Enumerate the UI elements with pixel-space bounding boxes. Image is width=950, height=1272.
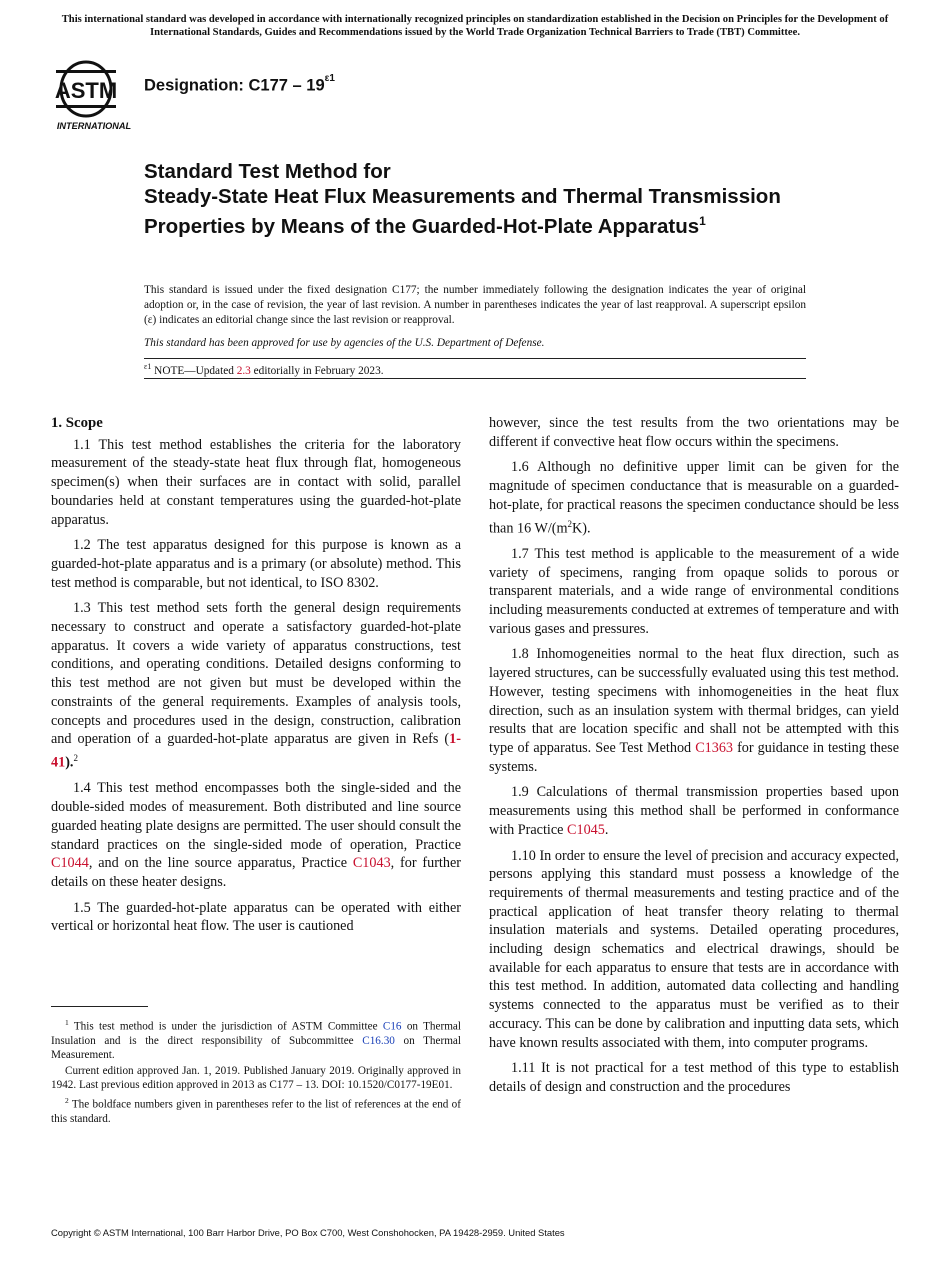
- reference-link-1-41[interactable]: 1-41: [51, 731, 461, 771]
- section-heading-scope: 1. Scope: [51, 415, 103, 431]
- link-c1044[interactable]: C1044: [51, 855, 89, 872]
- designation-label: Designation: C177 – 19: [144, 76, 325, 95]
- paragraph-1-7: 1.7 This test method is applicable to the measurement of a wide variety of specimens, ranging from opaque solids to porous or transparent materials, and a wide range of environmental conditions including measurements conducted at extremes of temperature and with various gases and pressures.: [489, 545, 899, 637]
- divider: [144, 358, 806, 359]
- footnote-mark-2: 2: [73, 752, 78, 763]
- note-link-2-3[interactable]: 2.3: [236, 364, 251, 377]
- logo-main-text: ASTM: [54, 78, 118, 103]
- paragraph-1-1: 1.1 This test method establishes the criteria for the laboratory measurement of the steady-state heat flux through flat, homogeneous specimen(s) when their surfaces are in contact with solid, parallel boundaries held at constant temperatures using the guarded-hot-plate apparatus.: [51, 436, 461, 528]
- designation-superscript: ε1: [324, 73, 335, 84]
- footnote-1: $^1$ This test method is under the jurisdiction of ASTM Committee C16 on Thermal Insulation and is the direct responsibility of Subcommittee C16.30 on Thermal Measurement.: [51, 1018, 461, 1061]
- paragraph-1-4: 1.4 This test method encompasses both the single-sided and the double-sided modes of measurement. Both distributed and line source guarded heating plate designs are permitted. The user should consult the standard practices on the single-sided mode of operation, Practice C1044, and on the line source apparatus, Practice C1043, for further details on these heater designs.: [51, 780, 461, 890]
- paragraph-1-5-start: 1.5 The guarded-hot-plate apparatus can be operated with either vertical or horizontal heat flow. The user is cautioned: [51, 899, 461, 935]
- footnotes: [51, 1016, 461, 1128]
- editorial-note: $^{\varepsilon 1}$ NOTE—Updated 2.3 editorially in February 2023.: [144, 362, 384, 377]
- issued-text: This standard is issued under the fixed designation C177; the number immediately following the designation indicates the year of original adoption or, in the case of revision, the year of last revision. A number in parentheses indicates the year of last reapproval. A superscript epsilon (ε) indicates an editorial change since the last revision or reapproval.: [144, 284, 806, 326]
- paragraph-1-3: 1.3 This test method sets forth the general design requirements necessary to construct and operate a satisfactory guarded-hot-plate apparatus. It covers a wide variety of apparatus constructions, test conditions, and operating conditions. Detailed designs conforming to this test method are not given but must be developed within the constraints of the general requirements. Examples of analysis tools, concepts and procedures used in the design, construction, calibration and operation of a guarded-hot-plate apparatus are given in Refs (1-41).$^2$: [51, 600, 461, 771]
- link-c16[interactable]: C16: [382, 1020, 402, 1033]
- designation: [144, 73, 335, 96]
- title-line-1: Standard Test Method for: [144, 160, 391, 183]
- right-column: [489, 414, 899, 1104]
- paragraph-1-5-continued: however, since the test results from the two orientations may be different if convective heat flow occurs within the specimens.: [489, 415, 899, 450]
- link-c1043[interactable]: C1043: [352, 855, 391, 872]
- page-title: [144, 160, 844, 239]
- paragraph-1-2: 1.2 The test apparatus designed for this purpose is known as a guarded-hot-plate apparatus and is a primary (or absolute) method. This test method is comparable, but not identical, to ISO 8302.: [51, 537, 461, 591]
- link-c16-30[interactable]: C16.30: [362, 1034, 395, 1047]
- paragraph-1-9: 1.9 Calculations of thermal transmission properties based upon measurements using this method shall be performed in conformance with Practice C1045.: [489, 784, 899, 838]
- link-c1363[interactable]: C1363: [695, 739, 734, 756]
- approved-text: This standard has been approved for use by agencies of the U.S. Department of Defense.: [144, 337, 545, 349]
- paragraph-1-10: 1.10 In order to ensure the level of precision and accuracy expected, persons applying this standard must possess a knowledge of the requirements of thermal measurements and testing practice and of the practical application of heat transfer theory relating to thermal insulation materials and systems. Detailed operating procedures, including design schematics and electrical drawings, should be available for each apparatus to ensure that tests are in accordance with this test method. In addition, automated data collecting and handling systems connected to the apparatus must be verified as to their accuracy. This can be done by calibration and inputting data sets, which have known results associated with them, into computer programs.: [489, 847, 899, 1051]
- paragraph-1-6: 1.6 Although no definitive upper limit can be given for the magnitude of specimen conductance that is measurable on a guarded-hot-plate, for practical reasons the specimen conductance should be less than 16 $W/(m^2K)$.: [489, 459, 899, 537]
- left-column: [51, 414, 461, 943]
- wto-notice: This international standard was developed in accordance with internationally recognized principles on standardization established in the Decision on Principles for the Development of International Standards, Guides and Recommendations issued by the World Trade Organization Technical Barriers to Trade (TBT) Committee.: [61, 14, 889, 38]
- edition-note: Current edition approved Jan. 1, 2019. Published January 2019. Originally approved in 1942. Last previous edition approved in 2013 as C177 – 13. DOI: 10.1520/C0177-19E01.: [51, 1065, 461, 1092]
- divider: [144, 378, 806, 379]
- note-mark: ε1: [144, 362, 152, 371]
- copyright-notice: Copyright © ASTM International, 100 Barr Harbor Drive, PO Box C700, West Conshohocken, PA 19428-2959. United States: [51, 1227, 565, 1238]
- title-footnote-mark: 1: [699, 214, 706, 228]
- paragraph-1-11: 1.11 It is not practical for a test method of this type to establish details of design and construction and the procedures: [489, 1060, 899, 1095]
- title-line-2: Steady-State Heat Flux Measurements and Thermal Transmission Properties by Means of the Guarded-Hot-Plate Apparatus$^1$: [144, 184, 781, 238]
- paragraph-1-8: 1.8 Inhomogeneities normal to the heat flux direction, such as layered structures, can be successfully evaluated using this test method. However, testing specimens with inhomogeneities in the heat flux direction, such as an insulation system with thermal bridges, can yield results that are location specific and shall not be attempted with this type of apparatus. See Test Method C1363 for guidance in testing these systems.: [489, 646, 899, 775]
- astm-logo-icon: [52, 56, 136, 134]
- link-c1045[interactable]: C1045: [567, 821, 605, 838]
- footnote-2: $^2$ The boldface numbers given in parentheses refer to the list of references at the end of this standard.: [51, 1096, 461, 1126]
- footnote-divider: [51, 1006, 148, 1007]
- logo-sub-text: INTERNATIONAL: [56, 121, 132, 131]
